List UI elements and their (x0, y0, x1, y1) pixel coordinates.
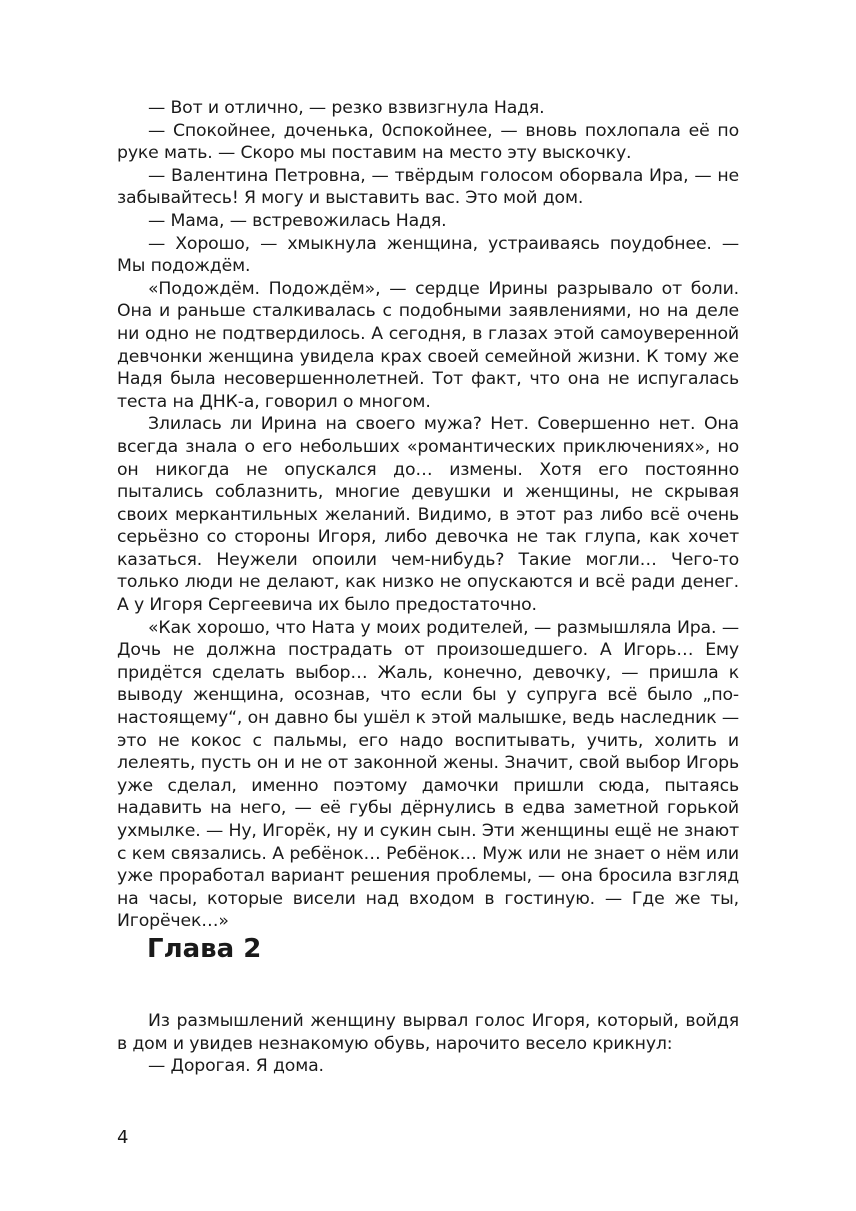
paragraph: «Подождём. Подождём», — сердце Ирины разрывало от боли. Она и раньше сталкивалась с подобными заявлениями, но на деле ни одно не подтвердилось. А сегодня, в глазах этой самоуверенной девчонки женщина увидела крах своей семейной жизни. К тому же Надя была несовершеннолетней. Тот факт, что она не испугалась теста на ДНК-а, говорил о многом. (117, 278, 739, 412)
chapter-title: Глава 2 (147, 934, 262, 964)
page-number: 4 (117, 1127, 129, 1148)
paragraph: — Мама, — встревожилась Надя. (148, 210, 447, 231)
paragraph: «Как хорошо, что Ната у моих родителей, — размышляла Ира. — Дочь не должна пострадать от произошедшего. А Игорь… Ему придётся сделать выбор… Жаль, конечно, девочку, — пришла к выводу женщина, осознав, что если бы у супруга всё было „по-настоящему“, он давно бы ушёл к этой малышке, ведь наследник — это не кокос с пальмы, его надо воспитывать, учить, холить и лелеять, пусть он и не от законной жены. Значит, свой выбор Игорь уже сделал, именно поэтому дамочки пришли сюда, пытаясь надавить на него, — её губы дёрнулись в едва заметной горькой ухмылке. — Ну, Игорёк, ну и сукин сын. Эти женщины ещё не знают с кем связались. А ребёнок… Ребёнок… Муж или не знает о нём или уже проработал вариант решения проблемы, — она бросила взгляд на часы, которые висели над входом в гостиную. — Где же ты, Игорёчек…» (117, 617, 739, 932)
paragraph: Злилась ли Ирина на своего мужа? Нет. Совершенно нет. Она всегда знала о его небольших «романтических приключениях», но он никогда не опускался до… измены. Хотя его постоянно пытались соблазнить, многие девушки и женщины, не скрывая своих меркантильных желаний. Видимо, в этот раз либо всё очень серьёзно со стороны Игоря, либо девочка не так глупа, как хочет казаться. Неужели опоили чем-нибудь? Такие могли… Чего-то только люди не делают, как низко не опускаются и всё ради денег. А у Игоря Сергеевича их было предостаточно. (117, 414, 739, 616)
text-block-chapter-2 (117, 1010, 739, 1078)
text-block (117, 97, 739, 933)
paragraph: — Спокойнее, доченька, 0спокойнее, — вновь похлопала её по руке мать. — Скоро мы поставим на место эту выскочку. (117, 120, 739, 164)
paragraph: — Вот и отлично, — резко взвизгнула Надя. (148, 98, 545, 118)
paragraph: — Дорогая. Я дома. (148, 1056, 324, 1077)
paragraph: — Валентина Петровна, — твёрдым голосом оборвала Ира, — не забывайтесь! Я могу и выставить вас. Это мой дом. (117, 165, 739, 209)
paragraph: — Хорошо, — хмыкнула женщина, устраиваясь поудобнее. — Мы подождём. (117, 233, 739, 277)
paragraph: Из размышлений женщину вырвал голос Игоря, который, войдя в дом и увидев незнакомую обувь, нарочито весело крикнул: (117, 1011, 739, 1054)
